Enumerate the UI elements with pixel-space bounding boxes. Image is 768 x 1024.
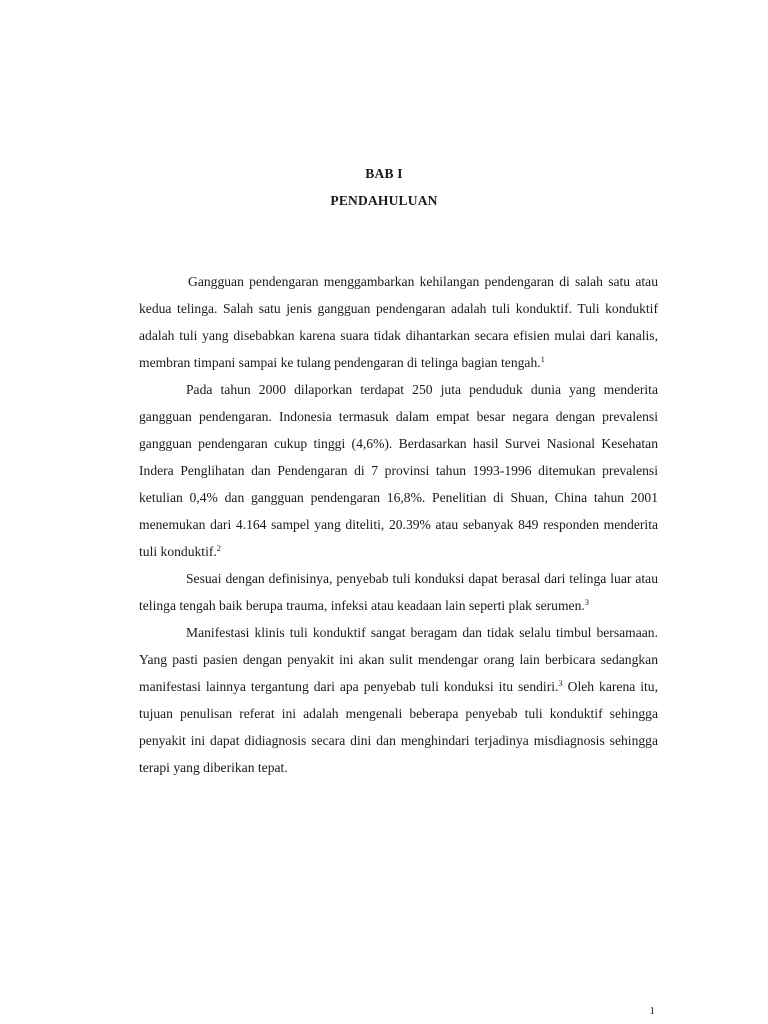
paragraph-text-tail: Oleh karena itu, tujuan penulisan referat ini adalah mengenali beberapa penyebab tuli konduktif sehingga penyakit ini dapat didiagnosis secara dini dan menghindari terjadinya misdiagnosis sehingga terapi yang diberikan tepat.	[139, 679, 658, 775]
page-number: 1	[649, 1005, 655, 1017]
paragraph-text: Gangguan pendengaran menggambarkan kehilangan pendengaran di salah satu atau kedua telinga. Salah satu jenis gangguan pendengaran adalah tuli konduktif. Tuli konduktif adalah tuli yang disebabkan karena suara tidak dihantarkan secara efisien mulai dari kanalis, membran timpani sampai ke tulang pendengaran di telinga bagian tengah.	[139, 274, 658, 370]
chapter-title: PENDAHULUAN	[330, 193, 438, 208]
footnote-ref: 3	[584, 597, 590, 607]
chapter-heading: BAB I	[365, 166, 403, 181]
footnote-ref: 2	[216, 543, 222, 553]
footnote-ref: 1	[540, 354, 545, 364]
paragraph-text: Manifestasi klinis tuli konduktif sangat beragam dan tidak selalu timbul bersamaan. Yang pasti pasien dengan penyakit ini akan sulit mendengar orang lain berbicara sedangkan manifestasi lainnya tergantung dari apa penyebab tuli konduksi itu sendiri.	[139, 625, 658, 694]
paragraph-prevalence	[139, 376, 658, 565]
paragraph-intro	[139, 268, 658, 376]
body-text	[139, 268, 658, 781]
paragraph-text: Pada tahun 2000 dilaporkan terdapat 250 juta penduduk dunia yang menderita gangguan pendengaran. Indonesia termasuk dalam empat besar negara dengan prevalensi gangguan pendengaran cukup tinggi (4,6%). Berdasarkan hasil Survei Nasional Kesehatan Indera Penglihatan dan Pendengaran di 7 provinsi tahun 1993-1996 ditemukan prevalensi ketulian 0,4% dan gangguan pendengaran 16,8%. Penelitian di Shuan, China tahun 2001 menemukan dari 4.164 sampel yang diteliti, 20.39% atau sebanyak 849 responden menderita tuli konduktif.	[139, 382, 658, 559]
footnote-ref: 3	[558, 678, 563, 688]
paragraph-text: Sesuai dengan definisinya, penyebab tuli konduksi dapat berasal dari telinga luar atau telinga tengah baik berupa trauma, infeksi atau keadaan lain seperti plak serumen.	[139, 571, 658, 613]
paragraph-causes	[139, 565, 658, 619]
paragraph-manifestation	[139, 619, 658, 781]
